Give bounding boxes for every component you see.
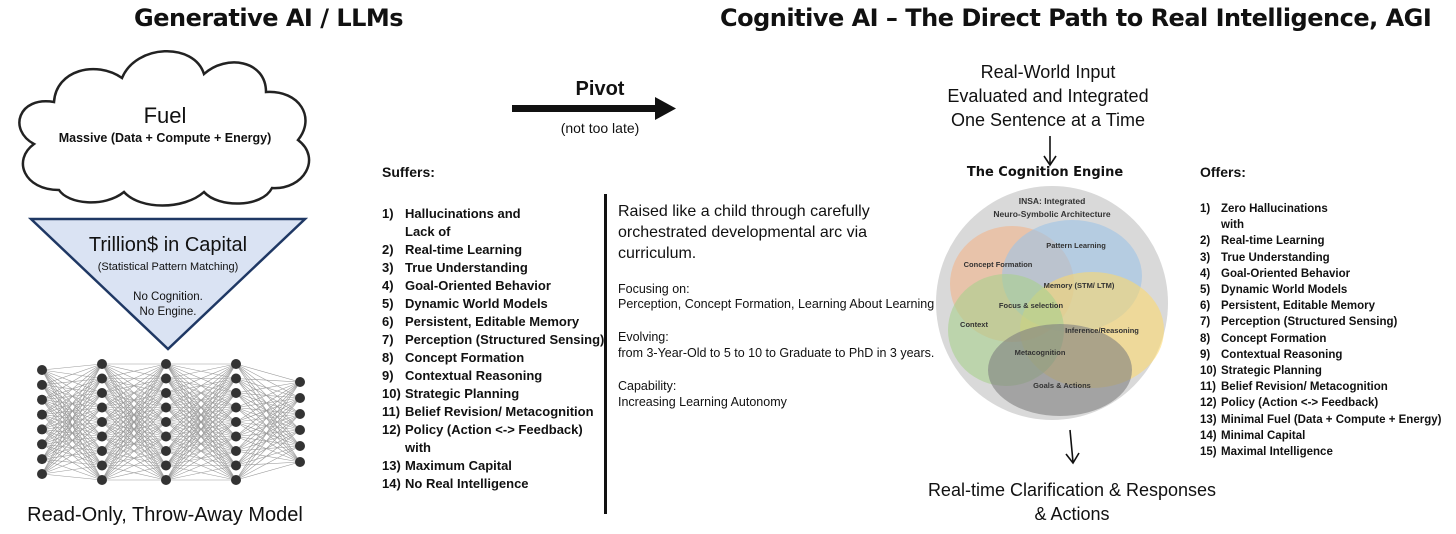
list-item — [1200, 233, 1441, 249]
list-item-number: 9) — [1200, 348, 1211, 361]
list-item-text: Dynamic World Models — [1221, 284, 1348, 297]
funnel-subtitle: (Statistical Pattern Matching) — [97, 261, 239, 273]
capability-label: Capability: — [618, 379, 677, 393]
label-context: Context — [960, 320, 988, 329]
list-item-number: 11) — [382, 404, 401, 419]
list-item-text: No Real Intelligence — [405, 476, 529, 491]
label-pattern: Pattern Learning — [1046, 241, 1106, 250]
list-item-text: Minimal Fuel (Data + Compute + Energy) — [1221, 413, 1442, 426]
list-item-text: Maximum Capital — [405, 458, 512, 473]
list-item-number: 7) — [1200, 316, 1211, 329]
list-item-text: Contextual Reasoning — [405, 368, 543, 383]
list-item-number: 4) — [1200, 267, 1211, 280]
list-item — [1200, 314, 1441, 330]
capability-text: Increasing Learning Autonomy — [618, 395, 787, 409]
list-item — [382, 295, 604, 313]
focus-text: Perception, Concept Formation, Learning About Learning — [618, 297, 935, 311]
list-item-number: 15) — [1200, 446, 1217, 459]
middle-intro-line: Raised like a child through carefully — [618, 203, 870, 220]
list-item — [382, 385, 604, 403]
list-item-text: Strategic Planning — [405, 386, 520, 401]
list-item — [1200, 347, 1441, 363]
list-item-text: True Understanding — [1221, 251, 1330, 264]
list-item — [382, 439, 604, 457]
list-item-number: 12) — [1200, 397, 1217, 410]
list-item — [1200, 266, 1441, 282]
output-line: & Actions — [1034, 504, 1110, 524]
list-item — [382, 223, 604, 241]
list-item — [382, 241, 604, 259]
nn-node — [97, 446, 107, 456]
list-item-number: 2) — [382, 242, 394, 257]
nn-node — [37, 365, 47, 375]
suffers-list — [382, 205, 604, 493]
suffers-heading: Suffers: — [382, 164, 435, 180]
insa-line2: Neuro-Symbolic Architecture — [993, 209, 1111, 219]
nn-node — [37, 439, 47, 449]
evolve-label: Evolving: — [618, 330, 669, 344]
list-item-number: 14) — [382, 476, 401, 491]
input-text — [900, 60, 1196, 132]
output-text — [900, 478, 1244, 526]
list-item — [1200, 331, 1441, 347]
list-item-text: Lack of — [405, 224, 451, 239]
list-item — [382, 403, 604, 421]
list-item-text: Belief Revision/ Metacognition — [1221, 381, 1388, 394]
nn-node — [161, 374, 171, 384]
nn-node — [161, 446, 171, 456]
nn-node — [295, 425, 305, 435]
nn-node — [231, 432, 241, 442]
nn-node — [161, 461, 171, 471]
nn-node — [37, 454, 47, 464]
middle-intro-line: orchestrated developmental arc via — [618, 224, 868, 241]
evolve-text: from 3-Year-Old to 5 to 10 to Graduate to PhD in 3 years. — [618, 346, 935, 360]
list-item — [382, 277, 604, 295]
nn-node — [231, 446, 241, 456]
list-item-number: 3) — [382, 260, 394, 275]
list-item — [382, 457, 604, 475]
nn-node — [97, 374, 107, 384]
input-line: Real-World Input — [980, 62, 1116, 82]
list-item-number: 3) — [1200, 251, 1211, 264]
list-item-number: 5) — [1200, 284, 1211, 297]
nn-node — [37, 395, 47, 405]
nn-node — [231, 403, 241, 413]
list-item-text: Contextual Reasoning — [1221, 348, 1343, 361]
output-arrow — [1062, 428, 1082, 466]
left-title: Generative AI / LLMs — [134, 4, 404, 32]
list-item — [382, 367, 604, 385]
nn-node — [97, 417, 107, 427]
list-item — [382, 313, 604, 331]
list-item-number: 7) — [382, 332, 394, 347]
nn-node — [231, 417, 241, 427]
list-item-number: 10) — [1200, 365, 1217, 378]
list-item-number: 11) — [1200, 381, 1216, 394]
list-item — [1200, 298, 1441, 314]
list-item — [1200, 395, 1441, 411]
nn-node — [231, 359, 241, 369]
label-meta: Metacognition — [1014, 348, 1066, 357]
vertical-divider — [604, 194, 607, 514]
list-item-number: 2) — [1200, 235, 1211, 248]
list-item-number: 6) — [1200, 300, 1211, 313]
list-item-number: 1) — [382, 206, 394, 221]
label-concept: Concept Formation — [963, 260, 1033, 269]
nn-node — [295, 377, 305, 387]
list-item-number: 9) — [382, 368, 394, 383]
list-item-number: 12) — [382, 422, 401, 437]
list-item-number: 6) — [382, 314, 394, 329]
middle-intro — [618, 201, 870, 264]
list-item-text: Persistent, Editable Memory — [405, 314, 580, 329]
focus-label: Focusing on: — [618, 282, 690, 296]
nn-node — [295, 457, 305, 467]
offers-heading: Offers: — [1200, 164, 1246, 180]
nn-node — [97, 432, 107, 442]
output-line: Real-time Clarification & Responses — [927, 480, 1217, 500]
list-item-number: 8) — [1200, 332, 1211, 345]
cognition-engine-venn — [934, 184, 1170, 422]
list-item-text: Goal-Oriented Behavior — [405, 278, 551, 293]
list-item — [382, 331, 604, 349]
funnel-line1: No Cognition. — [133, 291, 203, 303]
list-item — [382, 349, 604, 367]
input-line: Evaluated and Integrated — [947, 86, 1149, 106]
nn-node — [161, 388, 171, 398]
label-inference: Inference/Reasoning — [1065, 326, 1139, 335]
list-item — [1200, 250, 1441, 266]
nn-node — [37, 380, 47, 390]
list-item-text: Hallucinations and — [405, 206, 521, 221]
list-item — [1200, 379, 1441, 395]
list-item-text: with — [405, 440, 431, 455]
neural-network-graphic — [20, 352, 320, 492]
right-title: Cognitive AI – The Direct Path to Real Intelligence, AGI — [720, 4, 1432, 32]
nn-node — [161, 403, 171, 413]
list-item-text: Perception (Structured Sensing) — [1221, 316, 1398, 329]
cloud-subtitle: Massive (Data + Compute + Energy) — [58, 131, 272, 145]
list-item-number: 8) — [382, 350, 394, 365]
list-item-number: 10) — [382, 386, 401, 401]
list-item-text: Policy (Action <-> Feedback) — [405, 422, 583, 437]
list-item-text: Concept Formation — [1221, 332, 1327, 345]
nn-node — [231, 475, 241, 485]
list-item — [382, 259, 604, 277]
input-arrow — [1040, 134, 1060, 168]
goals-circle — [988, 324, 1132, 416]
label-goals: Goals & Actions — [1033, 381, 1091, 390]
label-focus: Focus & selection — [998, 301, 1064, 310]
nn-node — [161, 475, 171, 485]
list-item — [382, 421, 604, 439]
nn-node — [97, 461, 107, 471]
funnel-line2: No Engine. — [139, 306, 197, 318]
nn-node — [231, 388, 241, 398]
insa-line1: INSA: Integrated — [1018, 196, 1086, 206]
nn-node — [97, 403, 107, 413]
list-item-text: Real-time Learning — [1221, 235, 1325, 248]
nn-node — [37, 410, 47, 420]
nn-node — [161, 359, 171, 369]
list-item-number: 4) — [382, 278, 394, 293]
nn-node — [97, 359, 107, 369]
list-item-text: Policy (Action <-> Feedback) — [1221, 397, 1379, 410]
list-item-number: 5) — [382, 296, 394, 311]
list-item — [382, 205, 604, 223]
list-item-text: Real-time Learning — [405, 242, 523, 257]
list-item-text: Concept Formation — [405, 350, 525, 365]
nn-node — [97, 475, 107, 485]
nn-node — [37, 424, 47, 434]
middle-intro-line: curriculum. — [618, 245, 697, 262]
list-item — [1200, 201, 1441, 217]
list-item-text: Goal-Oriented Behavior — [1221, 267, 1351, 280]
list-item-number: 1) — [1200, 203, 1211, 215]
list-item — [1200, 217, 1441, 233]
list-item-number: 13) — [382, 458, 401, 473]
offers-list — [1200, 201, 1441, 460]
funnel-title: Trillion$ in Capital — [88, 234, 248, 256]
list-item — [1200, 444, 1441, 460]
list-item — [382, 475, 604, 493]
list-item-text: Strategic Planning — [1221, 365, 1322, 378]
nn-node — [161, 432, 171, 442]
list-item — [1200, 282, 1441, 298]
left-caption: Read-Only, Throw-Away Model — [27, 504, 303, 526]
list-item-number: 14) — [1200, 429, 1217, 442]
list-item-text: Belief Revision/ Metacognition — [405, 404, 594, 419]
list-item — [1200, 428, 1441, 444]
nn-node — [161, 417, 171, 427]
pivot-label: Pivot — [575, 78, 625, 100]
list-item-text: Maximal Intelligence — [1221, 446, 1333, 459]
list-item-text: Dynamic World Models — [405, 296, 548, 311]
nn-node — [295, 393, 305, 403]
nn-node — [97, 388, 107, 398]
list-item-text: Minimal Capital — [1221, 429, 1306, 442]
input-line: One Sentence at a Time — [950, 110, 1146, 130]
list-item-number: 13) — [1200, 413, 1217, 426]
engine-title: The Cognition Engine — [966, 165, 1124, 180]
nn-node — [37, 469, 47, 479]
list-item — [1200, 363, 1441, 379]
nn-node — [295, 441, 305, 451]
list-item — [1200, 412, 1441, 428]
nn-node — [231, 461, 241, 471]
nn-node — [231, 374, 241, 384]
pivot-sub: (not too late) — [560, 120, 640, 136]
label-memory: Memory (STM/ LTM) — [1043, 281, 1115, 290]
nn-node — [295, 409, 305, 419]
pivot-arrow — [510, 96, 680, 122]
list-item-text: Perception (Structured Sensing) — [405, 332, 605, 347]
list-item-text: True Understanding — [405, 260, 528, 275]
list-item-text: with — [1221, 219, 1244, 232]
cloud-title: Fuel — [143, 103, 187, 128]
list-item-text: Persistent, Editable Memory — [1221, 300, 1376, 313]
list-item-text: Zero Hallucinations — [1221, 203, 1328, 215]
